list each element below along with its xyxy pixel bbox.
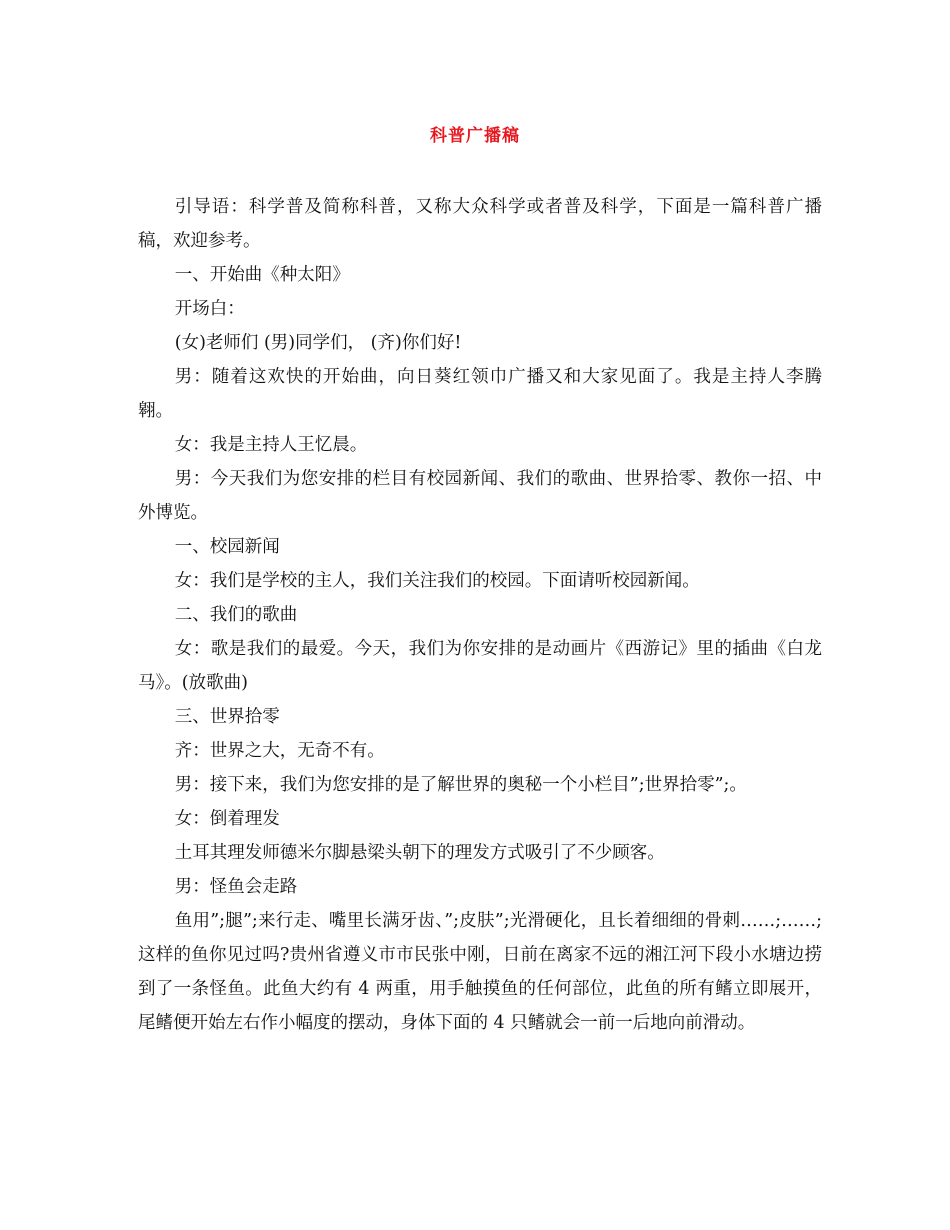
paragraph-our-songs: 女：歌是我们的最爱。今天，我们为你安排的是动画片《西游记》里的插曲《白龙马》。(放歌曲) (138, 639, 822, 693)
paragraph-section-opening-song: 一、开始曲《种太阳》 (174, 265, 350, 285)
paragraph-campus-news: 女：我们是学校的主人，我们关注我们的校园。下面请听校园新闻。 (174, 571, 700, 591)
paragraph-female-host-intro: 女：我是主持人王忆晨。 (174, 435, 368, 455)
paragraph-opening-label: 开场白： (174, 299, 245, 319)
paragraph-section-our-songs: 二、我们的歌曲 (174, 605, 298, 625)
paragraph-walking-fish-story: 鱼用”;腿”;来行走、嘴里长满牙齿、”;皮肤”;光滑硬化，且长着细细的骨刺……;……;这样的鱼你见过吗?贵州省遵义市市民张中刚，日前在离家不远的湘江河下段小水塘边捞到了一条怪鱼。此鱼大约有 4 两重，用手触摸鱼的任何部位，此鱼的所有鳍立即展开，尾鳍便开始左右作小幅度的摆动，身体下面的 4 只鳍就会一前一后地向前滑动。 (138, 911, 822, 1033)
paragraph-greeting: (女)老师们 (男)同学们， (齐)你们好! (174, 333, 462, 353)
paragraph-walking-fish-title: 男：怪鱼会走路 (174, 877, 298, 897)
paragraph-male-host-intro: 男：随着这欢快的开始曲，向日葵红领巾广播又和大家见面了。我是主持人李腾翱。 (138, 367, 822, 421)
paragraph-world-wonders: 齐：世界之大，无奇不有。 (174, 741, 385, 761)
paragraph-section-world-trivia: 三、世界拾零 (174, 707, 280, 727)
paragraph-section-campus-news: 一、校园新闻 (174, 537, 280, 557)
document-title: 科普广播稿 (430, 126, 520, 146)
paragraph-world-trivia-intro: 男：接下来，我们为您安排的是了解世界的奥秘一个小栏目”;世界拾零”;。 (174, 775, 747, 795)
document-body (138, 190, 822, 1040)
paragraph-program-list: 男：今天我们为您安排的栏目有校园新闻、我们的歌曲、世界拾零、教你一招、中外博览。 (138, 469, 822, 523)
paragraph-turkish-barber: 土耳其理发师德米尔脚悬梁头朝下的理发方式吸引了不少顾客。 (174, 843, 665, 863)
paragraph-intro: 引导语：科学普及简称科普，又称大众科学或者普及科学，下面是一篇科普广播稿，欢迎参考。 (138, 197, 822, 251)
paragraph-upside-down-haircut: 女：倒着理发 (174, 809, 280, 829)
